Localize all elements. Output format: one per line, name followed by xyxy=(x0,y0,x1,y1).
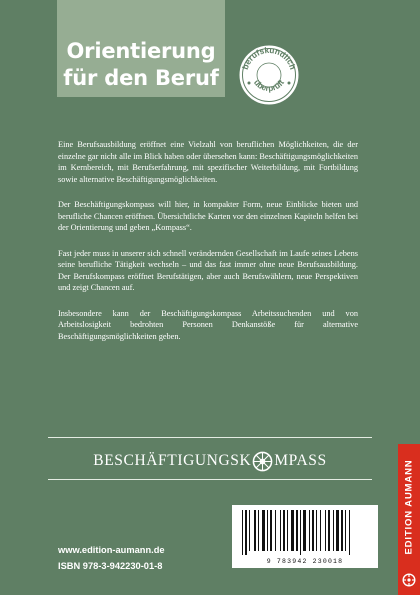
barcode-bar xyxy=(275,510,276,551)
barcode-bars xyxy=(240,510,370,555)
barcode-bar xyxy=(291,510,294,551)
blurb xyxy=(58,139,358,356)
barcode-bar xyxy=(262,510,265,551)
series-logo-text-1: BESCHÄFTIGUNGSK xyxy=(93,452,252,469)
barcode-bar xyxy=(320,510,321,551)
barcode-bar xyxy=(325,510,326,551)
publisher-logo-icon xyxy=(402,573,416,587)
barcode-bar xyxy=(333,510,334,551)
barcode-bar xyxy=(296,510,298,551)
title-line-2: für den Beruf xyxy=(63,66,219,90)
blurb-paragraph: Eine Berufsausbildung eröffnet eine Vielzahl von beruflichen Möglichkeiten, die der einzelne gar nicht alle im Blick haben oder übersehen kann: Beschäftigungsmöglichkeiten im Kernbereich, mit Berufserfahrung, mit spezifischer Weiterbildung, mit Fortbildung sowie alternative Beschäftigungsmöglichkeiten. xyxy=(58,140,358,184)
barcode-bar xyxy=(303,510,306,551)
title-box xyxy=(57,0,225,97)
barcode-bar xyxy=(249,510,250,551)
barcode-bar xyxy=(349,510,350,555)
barcode-bar xyxy=(287,510,288,551)
barcode-bar xyxy=(336,510,339,551)
blurb-paragraph: Fast jeder muss in unserer sich schnell verändernden Gesellschaft im Laufe seines Lebens seine berufliche Tätigkeit wechseln – und das fast immer ohne neue Berufsausbildung. Der Berufskompass eröffnet Berufstätigen, aber auch Berufswählern, neue Perspektiven und zeigt Chancen auf. xyxy=(58,248,358,292)
publisher-spine xyxy=(398,444,420,595)
barcode-bar xyxy=(245,510,247,555)
publisher-name: EDITION AUMANN xyxy=(403,459,415,555)
seal-graphic xyxy=(237,43,301,107)
barcode-bar xyxy=(280,510,281,551)
barcode-bar xyxy=(341,510,343,551)
isbn-number: ISBN 978-3-942230-01-8 xyxy=(58,561,163,571)
barcode-bar xyxy=(254,510,256,551)
divider-top xyxy=(48,437,372,438)
series-logo-text-2: MPASS xyxy=(274,452,327,469)
seal-top-text: berufskundlich xyxy=(240,45,298,71)
title-line-1: Orientierung xyxy=(66,39,216,63)
barcode-bar xyxy=(270,510,272,551)
series-logo xyxy=(48,449,372,473)
blurb-paragraph: Insbesondere kann der Beschäftigungskompass Arbeitssuchenden und von Arbeitslosigkeit bedrohten Personen Denkanstöße für alternative Beschäftigungsmöglichkeiten geben. xyxy=(58,308,358,341)
barcode-bar xyxy=(300,510,301,555)
barcode-bar xyxy=(345,510,346,551)
barcode-bar xyxy=(312,510,314,551)
isbn-barcode xyxy=(232,505,378,568)
divider-bottom xyxy=(48,479,372,480)
publisher-url: www.edition-aumann.de xyxy=(58,545,165,555)
barcode-bar xyxy=(242,510,243,555)
barcode-bar xyxy=(328,510,330,551)
barcode-digits: 9 783942 230018 xyxy=(266,558,344,565)
barcode-bar xyxy=(267,510,268,551)
seal-bottom-text: überprüft xyxy=(251,78,287,94)
blurb-paragraph: Der Beschäftigungskompass will hier, in kompakter Form, neue Einblicke bieten und berufliche Chancen eröffnen. Übersichtliche Karten vor den einzelnen Kapiteln helfen bei der Orientierung und geben „Kompass“. xyxy=(58,200,358,232)
barcode-bar xyxy=(258,510,259,551)
compass-wheel-icon xyxy=(252,451,273,472)
quality-seal xyxy=(237,43,301,107)
barcode-bar xyxy=(316,510,317,551)
barcode-bar xyxy=(283,510,285,551)
barcode-bar xyxy=(309,510,310,551)
